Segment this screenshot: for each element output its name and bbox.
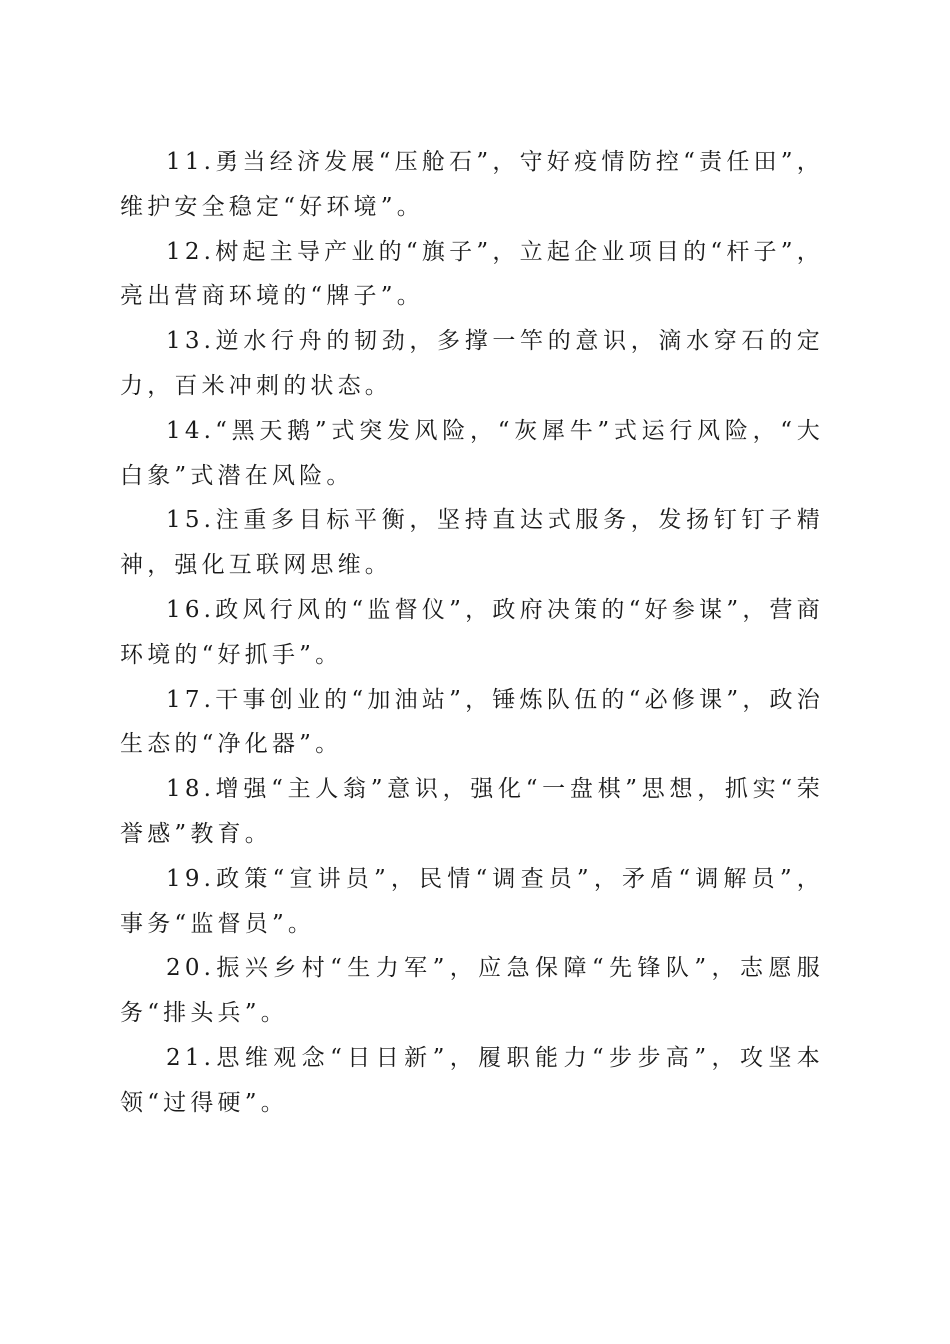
paragraph-13: 13.逆水行舟的韧劲，多撑一竿的意识，滴水穿石的定力，百米冲刺的状态。 (120, 328, 824, 399)
paragraph-18: 18.增强“主人翁”意识，强化“一盘棋”思想，抓实“荣誉感”教育。 (120, 776, 824, 847)
paragraph-16: 16.政风行风的“监督仪”，政府决策的“好参谋”，营商环境的“好抓手”。 (120, 596, 824, 668)
paragraph-14: 14.“黑天鹅”式突发风险，“灰犀牛”式运行风险，“大白象”式潜在风险。 (120, 417, 824, 489)
paragraph-21: 21.思维观念“日日新”，履职能力“步步高”，攻坚本领“过得硬”。 (120, 1044, 824, 1116)
document-body (120, 140, 824, 1126)
paragraph-15: 15.注重多目标平衡，坚持直达式服务，发扬钉钉子精神，强化互联网思维。 (120, 507, 824, 579)
paragraph-11: 11.勇当经济发展“压舱石”，守好疫情防控“责任田”，维护安全稳定“好环境”。 (120, 149, 824, 220)
paragraph-12: 12.树起主导产业的“旗子”，立起企业项目的“杆子”，亮出营商环境的“牌子”。 (120, 238, 824, 310)
paragraph-19: 19.政策“宣讲员”，民情“调查员”，矛盾“调解员”，事务“监督员”。 (120, 865, 824, 937)
paragraph-20: 20.振兴乡村“生力军”，应急保障“先锋队”，志愿服务“排头兵”。 (120, 955, 824, 1027)
paragraph-17: 17.干事创业的“加油站”，锤炼队伍的“必修课”，政治生态的“净化器”。 (120, 686, 824, 758)
